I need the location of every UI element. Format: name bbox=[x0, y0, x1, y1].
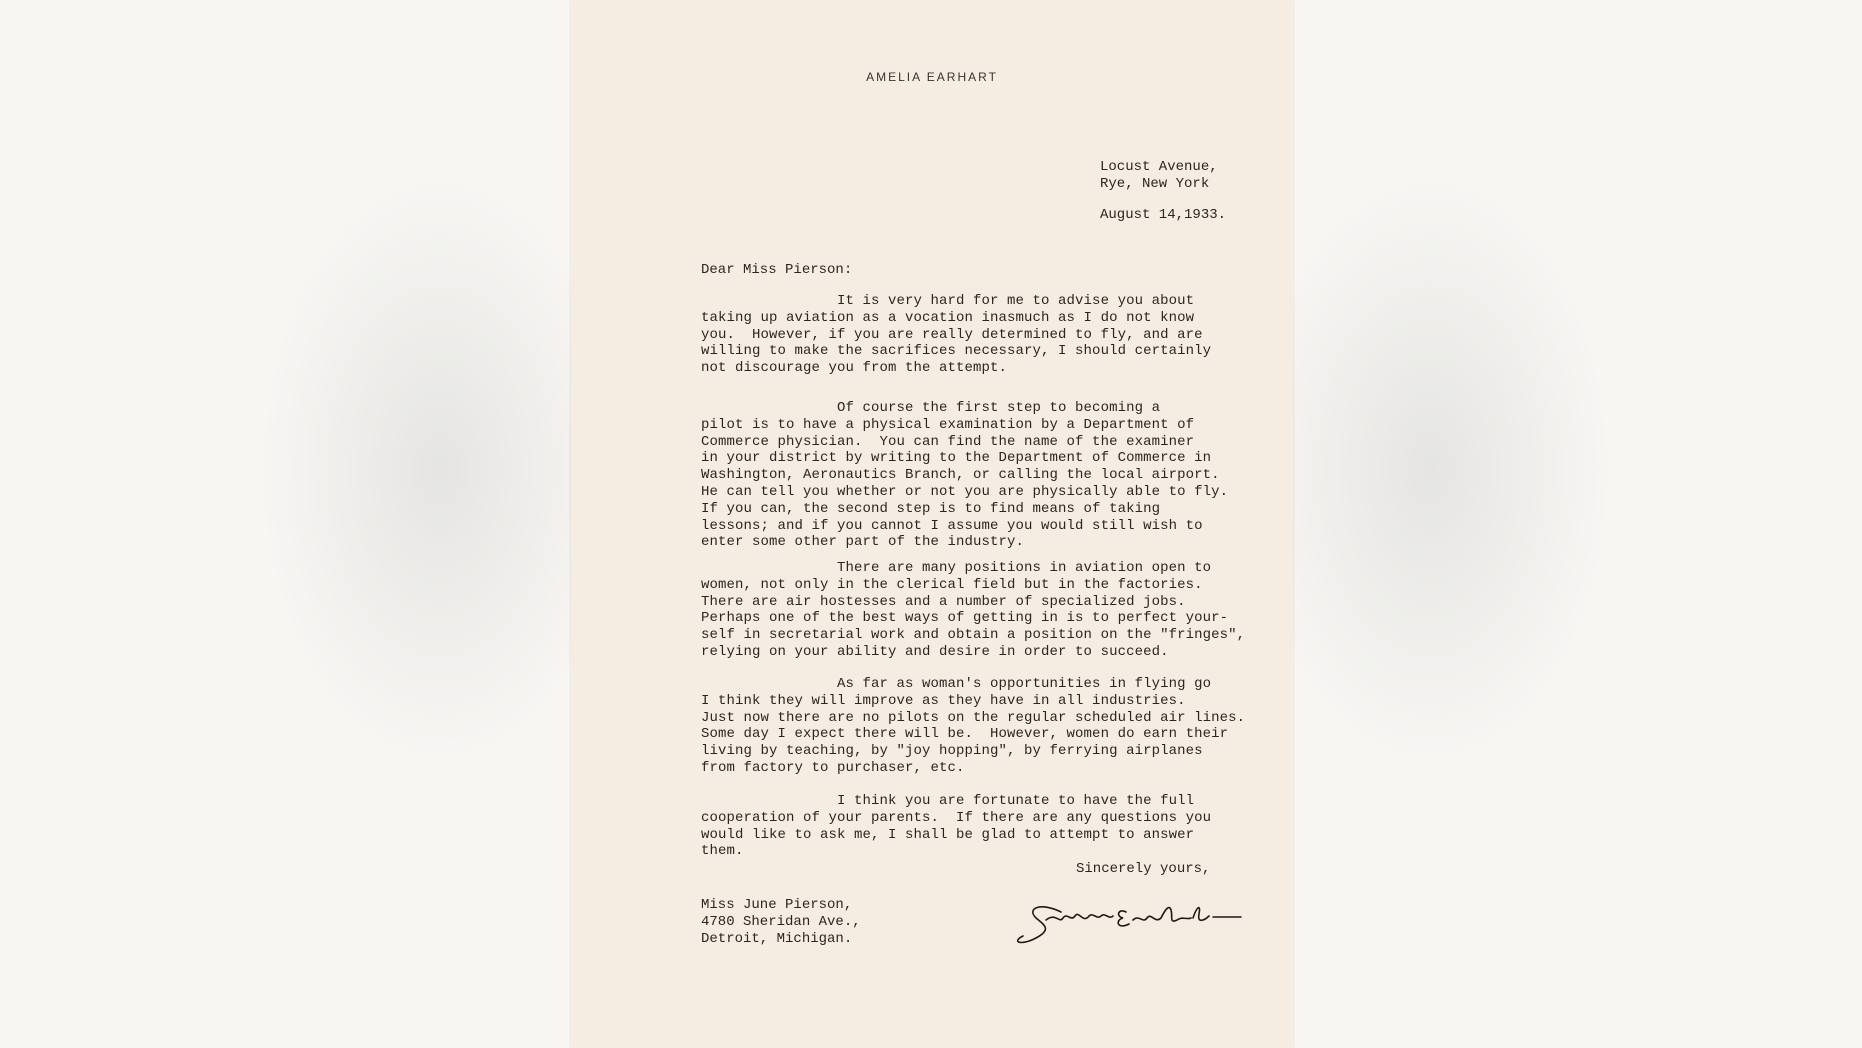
recipient-line: Detroit, Michigan. bbox=[701, 931, 853, 947]
paragraph-2: Of course the first step to becoming a pilot is to have a physical examination by a Department of Commerce physician. You can find the name of the examiner in your district by writing to the Department of Commerce in Washington, Aeronautics Branch, or calling the local airport. He can tell you whether or not you are physically able to fly. If you can, the second step is to find means of taking lessons; and if you cannot I assume you would still wish to enter some other part of the industry. bbox=[701, 400, 1229, 551]
letterhead: AMELIA EARHART bbox=[866, 70, 998, 84]
sender-address bbox=[1100, 159, 1218, 193]
paragraph-5: I think you are fortunate to have the full cooperation of your parents. If there are any questions you would like to ask me, I shall be glad to attempt to answer them. bbox=[701, 793, 1212, 860]
closing: Sincerely yours, bbox=[1076, 861, 1211, 877]
address-line: Locust Avenue, bbox=[1100, 159, 1218, 175]
paragraph-1: It is very hard for me to advise you about taking up aviation as a vocation inasmuch as I do not know you. However, if you are really determined to fly, and are willing to make the sacrifices necessary, I should certainly not discourage you from the attempt. bbox=[701, 293, 1212, 377]
signature bbox=[1001, 890, 1251, 950]
salutation: Dear Miss Pierson: bbox=[701, 262, 853, 278]
letter-page bbox=[571, 0, 1293, 1048]
recipient-line: Miss June Pierson, bbox=[701, 897, 853, 913]
paragraph-3: There are many positions in aviation open to women, not only in the clerical field but in the factories. There are air hostesses and a number of specialized jobs. Perhaps one of the best ways of getting in is to perfect your- self in secretarial work and obtain a position on the "fringes", relying on your ability and desire in order to succeed. bbox=[701, 560, 1246, 660]
address-line: Rye, New York bbox=[1100, 176, 1210, 192]
letter-date: August 14,1933. bbox=[1100, 207, 1227, 223]
recipient-address bbox=[701, 897, 861, 948]
recipient-line: 4780 Sheridan Ave., bbox=[701, 914, 861, 930]
paragraph-4: As far as woman's opportunities in flying go I think they will improve as they have in all industries. Just now there are no pilots on the regular scheduled air lines. Some day I expect there will be. However, women do earn their living by teaching, by "joy hopping", by ferrying airplanes from factory to purchaser, etc. bbox=[701, 676, 1246, 776]
